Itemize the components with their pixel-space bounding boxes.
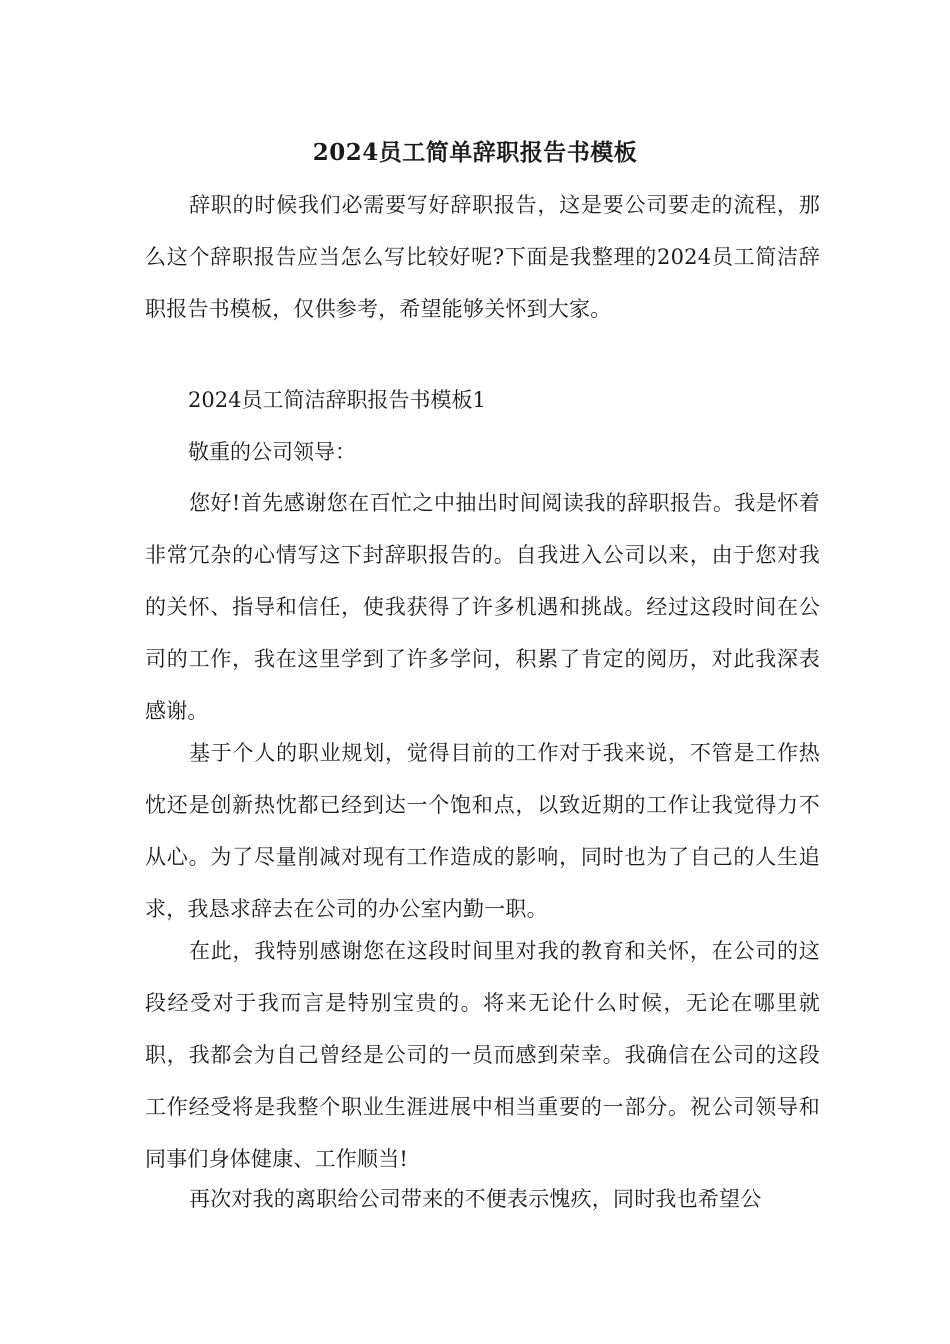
intro-paragraph: 辞职的时候我们必需要写好辞职报告，这是要公司要走的流程，那么这个辞职报告应当怎么写比较好呢?下面是我整理的2024员工简洁辞职报告书模板，仅供参考，希望能够关怀到大家。 [145,193,820,321]
body-paragraph: 您好!首先感谢您在百忙之中抽出时间阅读我的辞职报告。我是怀着非常冗杂的心情写这下封辞职报告的。自我进入公司以来，由于您对我的关怀、指导和信任，使我获得了许多机遇和挑战。经过这段时间在公司的工作，我在这里学到了许多学问，积累了肯定的阅历，对此我深表感谢。 [145,491,820,723]
body-paragraph: 基于个人的职业规划，觉得目前的工作对于我来说，不管是工作热忱还是创新热忱都已经到达一个饱和点，以致近期的工作让我觉得力不从心。为了尽量削减对现有工作造成的影响，同时也为了自己的人生追求，我恳求辞去在公司的办公室内勤一职。 [145,741,820,921]
body-paragraph: 再次对我的离职给公司带来的不便表示愧疚，同时我也希望公 [189,1187,762,1211]
body-paragraph: 在此，我特别感谢您在这段时间里对我的教育和关怀，在公司的这段经受对于我而言是特别宝贵的。将来无论什么时候，无论在哪里就职，我都会为自己曾经是公司的一员而感到荣幸。我确信在公司的这段工作经受将是我整个职业生涯进展中相当重要的一部分。祝公司领导和同事们身体健康、工作顺当! [145,939,820,1171]
salutation: 敬重的公司领导： [188,440,356,464]
document-title: 2024员工简单辞职报告书模板 [312,139,638,166]
section-heading: 2024员工简洁辞职报告书模板1 [188,388,486,412]
